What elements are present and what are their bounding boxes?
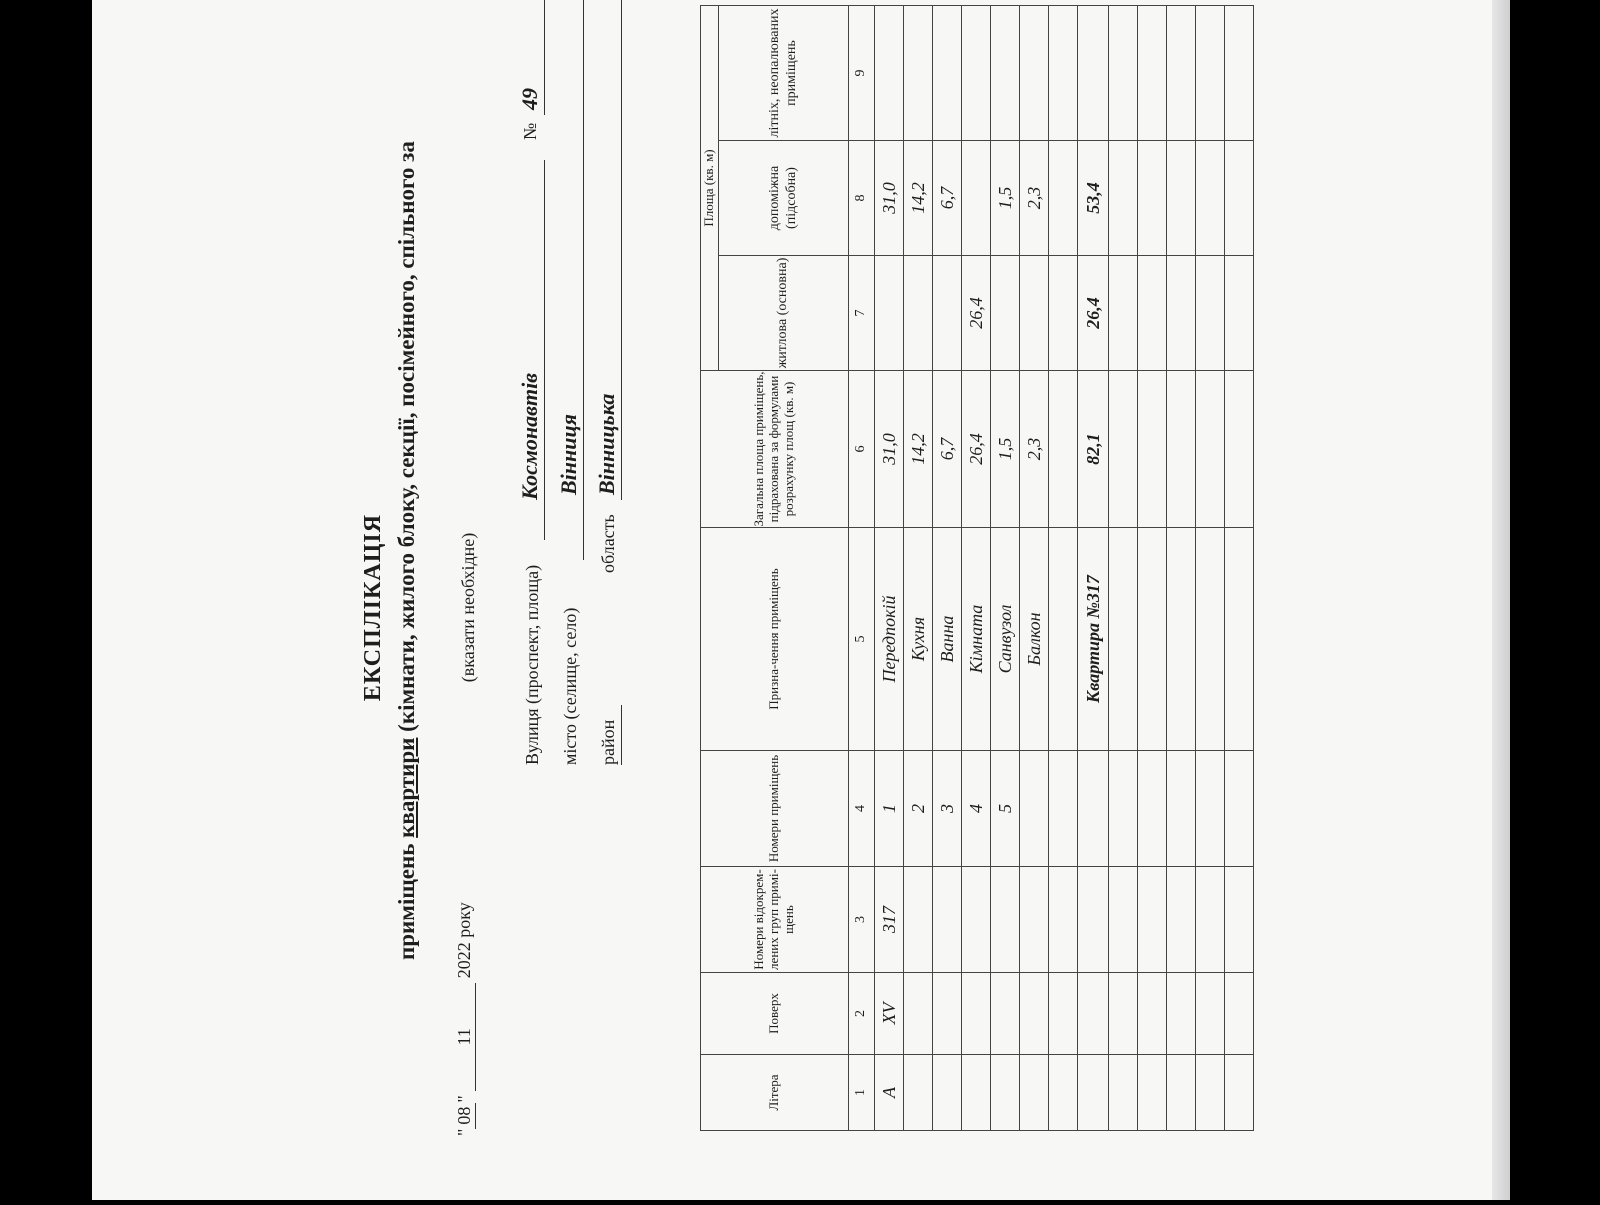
table-row bbox=[1109, 6, 1138, 1131]
column-number: 3 bbox=[849, 867, 875, 973]
cell-floor bbox=[991, 973, 1020, 1055]
table-row bbox=[1196, 6, 1225, 1131]
table-row bbox=[1049, 6, 1078, 1131]
cell-floor: XV bbox=[875, 973, 904, 1055]
column-number: 2 bbox=[849, 973, 875, 1055]
cell-group bbox=[991, 867, 1020, 973]
cell-room: 2 bbox=[904, 751, 933, 867]
cell-auxiliary: 1,5 bbox=[991, 141, 1020, 256]
cell-living bbox=[991, 256, 1020, 371]
header-purpose: Призна-чення приміщень bbox=[701, 528, 849, 751]
number-label: № bbox=[520, 122, 540, 140]
document-title: ЕКСПЛІКАЦІЯ bbox=[360, 513, 386, 702]
region-underline bbox=[621, 0, 622, 500]
cell-purpose: Кухня bbox=[904, 528, 933, 751]
column-number: 5 bbox=[849, 528, 875, 751]
table-row bbox=[904, 6, 933, 1131]
district-underline bbox=[621, 705, 622, 765]
cell-purpose: Кімната bbox=[962, 528, 991, 751]
cell-litera: А bbox=[875, 1055, 904, 1131]
total-purpose: Квартира №317 bbox=[1078, 528, 1109, 751]
column-number: 9 bbox=[849, 6, 875, 141]
cell-litera bbox=[991, 1055, 1020, 1131]
column-number: 6 bbox=[849, 371, 875, 528]
column-number: 1 bbox=[849, 1055, 875, 1131]
total-auxiliary: 53,4 bbox=[1078, 141, 1109, 256]
document-subtitle bbox=[394, 0, 420, 1205]
cell-total: 6,7 bbox=[933, 371, 962, 528]
cell-purpose: Балкон bbox=[1020, 528, 1049, 751]
table-row bbox=[875, 6, 904, 1131]
cell-living bbox=[933, 256, 962, 371]
cell-summer bbox=[991, 6, 1020, 141]
date-month: 11 bbox=[454, 983, 476, 1091]
total-area: 82,1 bbox=[1078, 371, 1109, 528]
header-groups: Номери відокрем-лених груп примі-щень bbox=[701, 867, 849, 973]
cell-living bbox=[1020, 256, 1049, 371]
cell-litera bbox=[904, 1055, 933, 1131]
cell-floor bbox=[1020, 973, 1049, 1055]
number-value: 49 bbox=[517, 88, 542, 110]
cell-litera bbox=[1020, 1055, 1049, 1131]
cell-group bbox=[904, 867, 933, 973]
cell-room bbox=[1020, 751, 1049, 867]
region-label: область bbox=[598, 514, 618, 573]
cell-group bbox=[962, 867, 991, 973]
cell-room: 1 bbox=[875, 751, 904, 867]
subtitle-rest: (кімнати, жилого блоку, секції, посімейного, спільного за bbox=[394, 141, 419, 738]
explication-table bbox=[700, 5, 1254, 1131]
column-number: 4 bbox=[849, 751, 875, 867]
date-year: 2022 bbox=[454, 942, 474, 979]
header-summer: літніх, неопалюваних приміщень bbox=[719, 6, 849, 141]
cell-auxiliary: 14,2 bbox=[904, 141, 933, 256]
cell-auxiliary: 31,0 bbox=[875, 141, 904, 256]
total-living: 26,4 bbox=[1078, 256, 1109, 371]
header-living: житлова (основна) bbox=[719, 256, 849, 371]
city-value: Вінниця bbox=[556, 413, 581, 495]
cell-total: 2,3 bbox=[1020, 371, 1049, 528]
explication-sheet bbox=[92, 0, 1510, 1200]
cell-total: 14,2 bbox=[904, 371, 933, 528]
cell-total: 26,4 bbox=[962, 371, 991, 528]
subtitle-underlined: квартири bbox=[394, 737, 419, 838]
number-underline bbox=[544, 0, 545, 115]
column-number: 8 bbox=[849, 141, 875, 256]
header-total-area: Загальна площа приміщень, підрахована за формулами розрахунку площ (кв. м) bbox=[701, 371, 849, 528]
cell-room: 5 bbox=[991, 751, 1020, 867]
cell-total: 31,0 bbox=[875, 371, 904, 528]
date-footer: "08" 11 2022 року bbox=[454, 902, 474, 1136]
table-row bbox=[1167, 6, 1196, 1131]
cell-purpose: Санвузол bbox=[991, 528, 1020, 751]
cell-summer bbox=[875, 6, 904, 141]
cell-purpose: Ванна bbox=[933, 528, 962, 751]
cell-living: 26,4 bbox=[962, 256, 991, 371]
cell-living bbox=[904, 256, 933, 371]
cell-litera bbox=[962, 1055, 991, 1131]
cell-room: 3 bbox=[933, 751, 962, 867]
cell-group: 317 bbox=[875, 867, 904, 973]
cell-room: 4 bbox=[962, 751, 991, 867]
total-summer bbox=[1078, 6, 1109, 141]
table-row bbox=[1138, 6, 1167, 1131]
street-underline bbox=[544, 160, 545, 540]
header-area-group: Площа (кв. м) bbox=[701, 6, 719, 371]
table-row bbox=[1225, 6, 1254, 1131]
header-auxiliary: допоміжна (підсобна) bbox=[719, 141, 849, 256]
date-day: 08 bbox=[454, 1103, 476, 1129]
district-label: район bbox=[598, 719, 618, 765]
cell-floor bbox=[904, 973, 933, 1055]
cell-group bbox=[1020, 867, 1049, 973]
total-row bbox=[1078, 6, 1109, 1131]
cell-auxiliary: 6,7 bbox=[933, 141, 962, 256]
street-value: Космонавтів bbox=[517, 372, 542, 500]
street-label: Вулиця (проспект, площа) bbox=[522, 564, 542, 765]
city-underline bbox=[583, 0, 584, 560]
cell-group bbox=[933, 867, 962, 973]
city-label: місто (селище, село) bbox=[560, 607, 580, 765]
cell-summer bbox=[1020, 6, 1049, 141]
header-litera: Літера bbox=[701, 1055, 849, 1131]
table-row bbox=[991, 6, 1020, 1131]
region-value: Вінницька bbox=[594, 393, 619, 495]
date-suffix: року bbox=[454, 902, 474, 938]
cell-total: 1,5 bbox=[991, 371, 1020, 528]
cell-summer bbox=[962, 6, 991, 141]
cell-auxiliary bbox=[962, 141, 991, 256]
header-floor: Поверх bbox=[701, 973, 849, 1055]
cell-summer bbox=[933, 6, 962, 141]
header-room-numbers: Номери приміщень bbox=[701, 751, 849, 867]
table-row bbox=[962, 6, 991, 1131]
subtitle-prefix: приміщень bbox=[394, 837, 419, 960]
hint-text: (вказати необхідне) bbox=[458, 532, 478, 683]
cell-purpose: Передпокій bbox=[875, 528, 904, 751]
table-row bbox=[933, 6, 962, 1131]
cell-living bbox=[875, 256, 904, 371]
table-row bbox=[1020, 6, 1049, 1131]
column-number: 7 bbox=[849, 256, 875, 371]
cell-floor bbox=[962, 973, 991, 1055]
cell-litera bbox=[933, 1055, 962, 1131]
cell-auxiliary: 2,3 bbox=[1020, 141, 1049, 256]
cell-floor bbox=[933, 973, 962, 1055]
cell-summer bbox=[904, 6, 933, 141]
